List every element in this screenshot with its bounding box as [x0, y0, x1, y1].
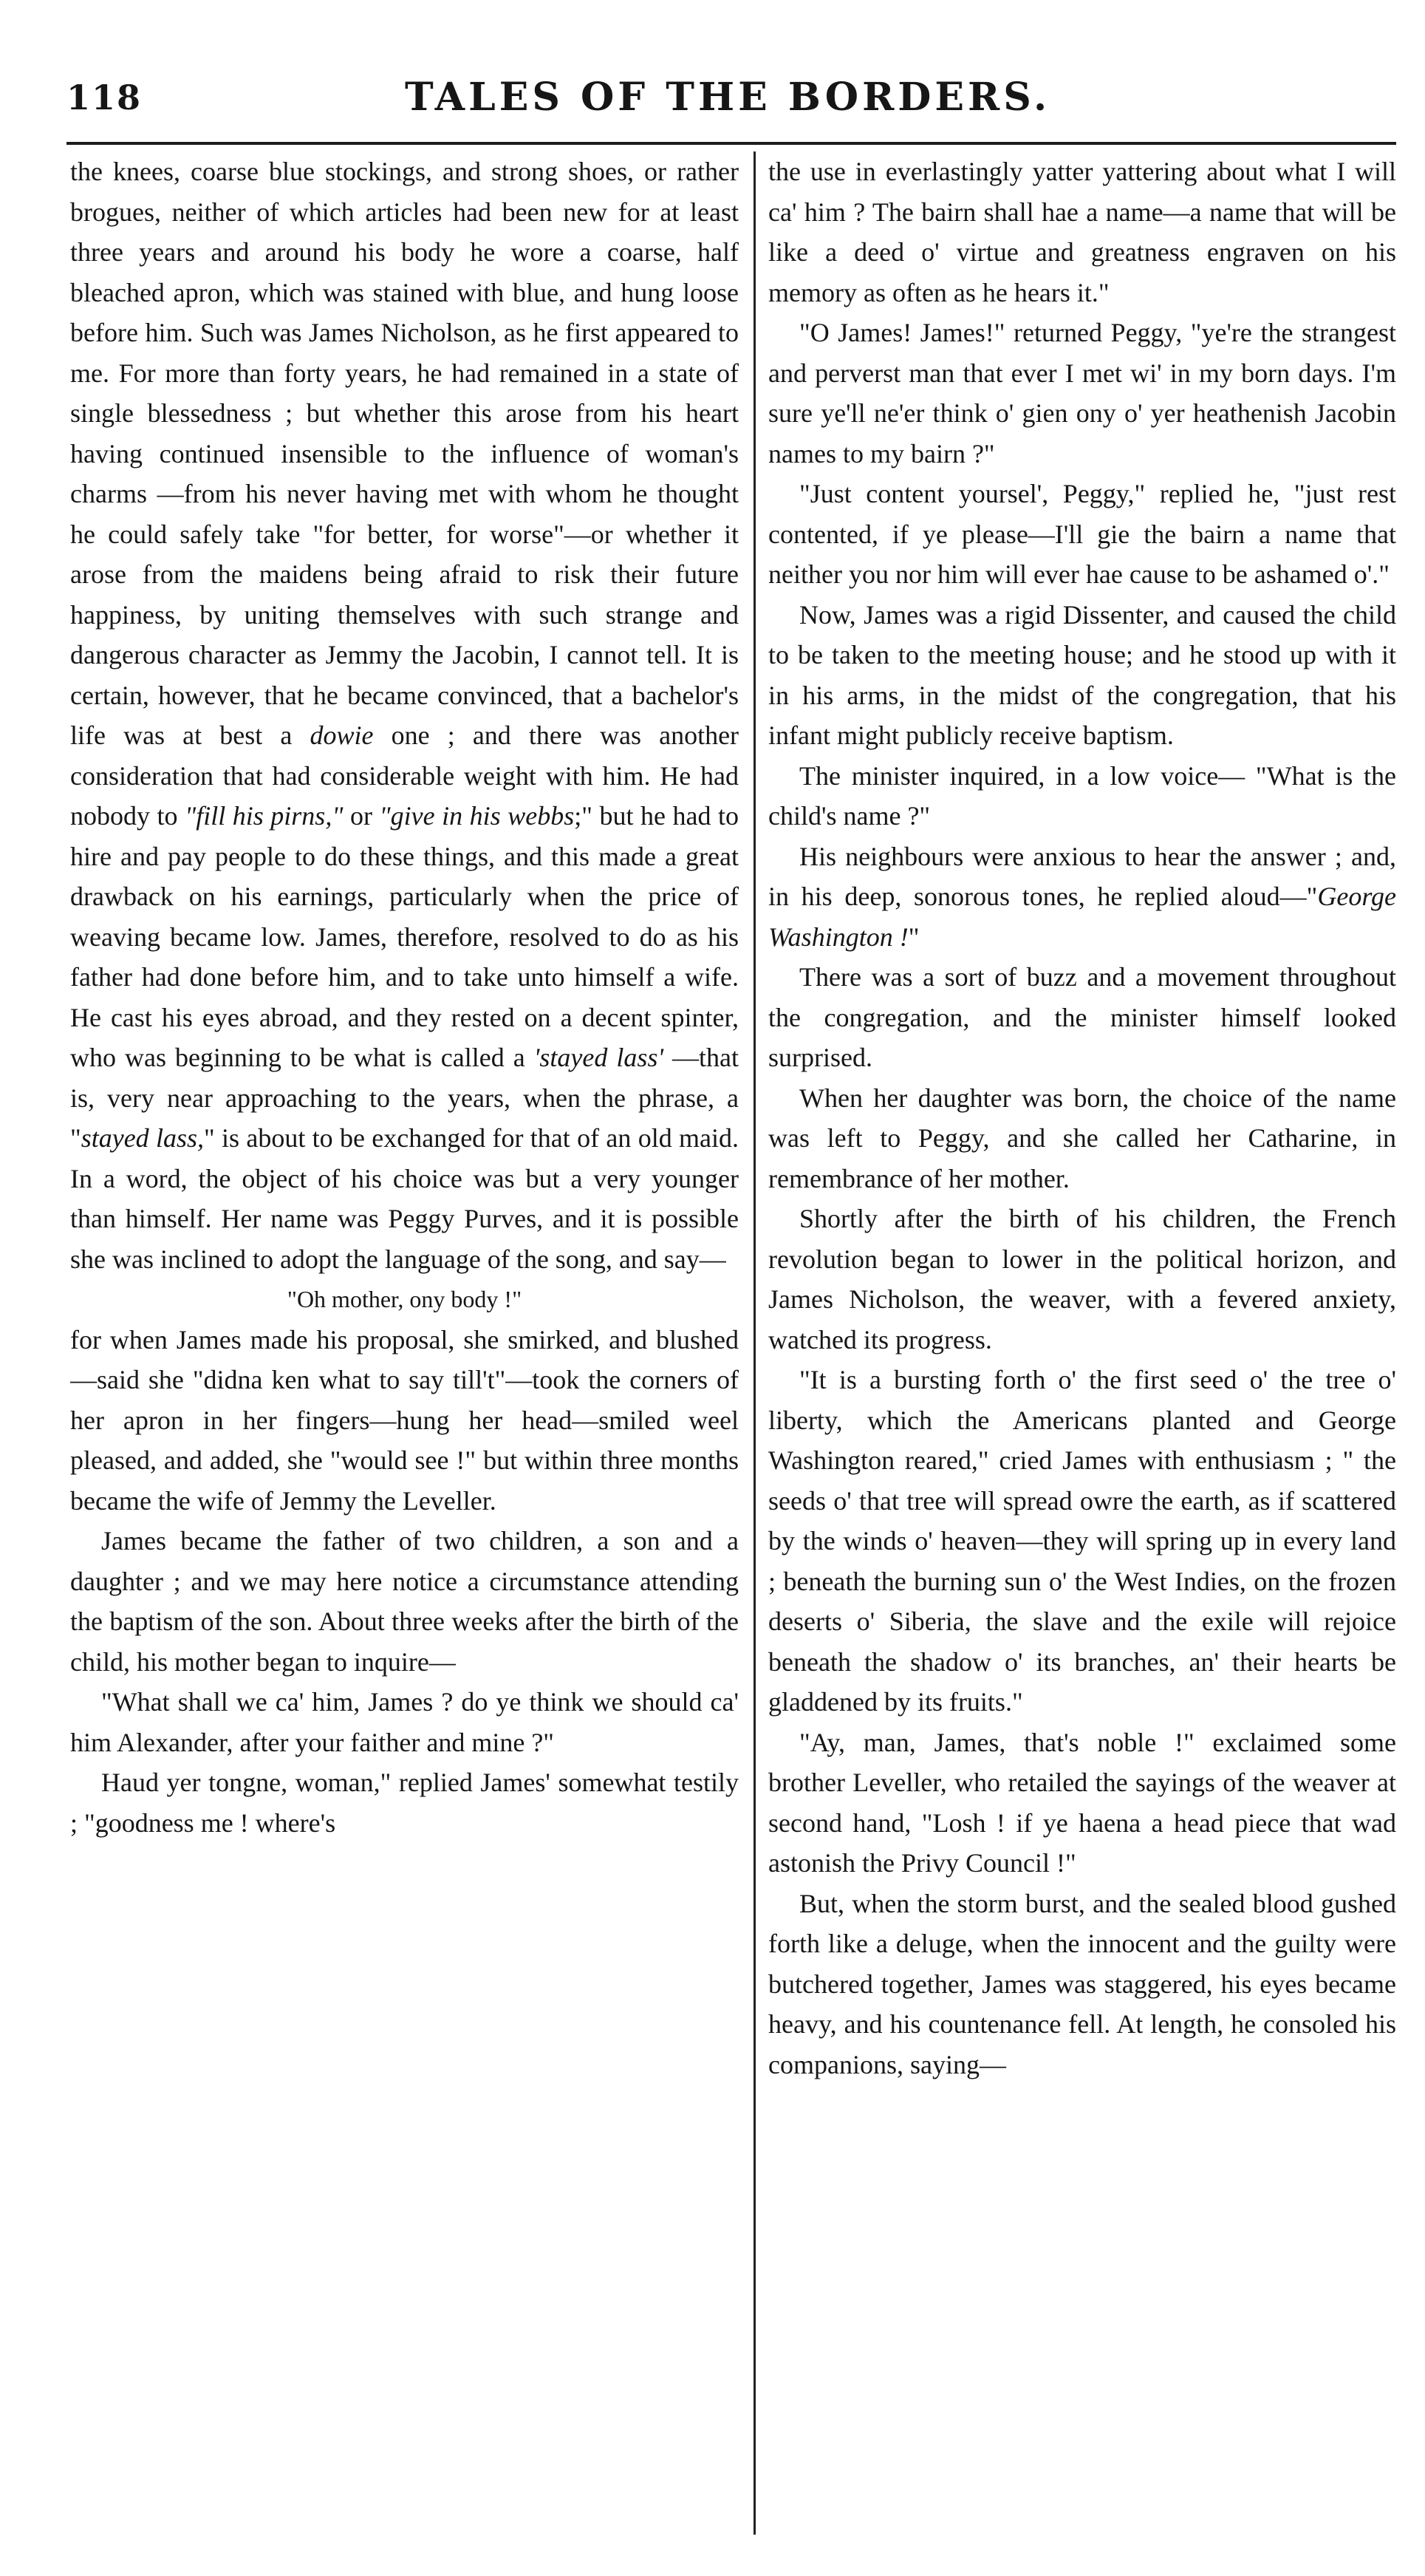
running-title: TALES OF THE BORDERS. [404, 75, 1051, 120]
italic-run: dowie [310, 720, 374, 750]
paragraph: There was a sort of buzz and a movement throughout the congregation, and the minister himself looked surprised. [768, 962, 1396, 1072]
paragraph: When her daughter was born, the choice of the name was left to Peggy, and she called her Catharine, in remembrance of her mother. [768, 1083, 1396, 1193]
header-rule [66, 142, 1396, 145]
paragraph: Shortly after the birth of his children, the French revolution began to lower in the political horizon, and James Nicholson, the weaver, with a fevered anxiety, watched its progress. [768, 1204, 1396, 1355]
italic-run: "fill his pirns," [185, 801, 344, 831]
paragraph: Now, James was a rigid Dissenter, and caused the child to be taken to the meeting house; and he stood up with it in his arms, in the midst of the congregation, that his infant might publicly receive baptism. [768, 599, 1396, 750]
song-verse: "Oh mother, ony body !" [287, 1286, 522, 1312]
text-run: one ; and there was another consideration that had considerable weight with him. He had nobody to [70, 720, 739, 831]
text-run: or [349, 801, 372, 831]
paragraph: Haud yer tongne, woman," replied James' somewhat testily ; "goodness me ! where's [70, 1768, 739, 1838]
text-run: " is about to be exchanged for that of an old maid. In a word, the object of his choice was but a very younger than himself. Her name was Peggy Purves, and it is possible she was inclined to adopt the language of the song, and say— [70, 1123, 739, 1274]
italic-run: "give in his webbs [379, 801, 575, 831]
paragraph [70, 151, 739, 1279]
italic-run: George Washington ! [768, 882, 1396, 952]
paragraph: "It is a bursting forth o' the first seed o' the tree o' liberty, which the Americans planted and George Washington reared," cried James with enthusiasm ; " the seeds o' that tree will spread owre the earth, as if scattered by the winds o' heaven—they will spring up in every land ; beneath the burning sun o' the West Indies, on the frozen deserts o' Siberia, the slave and the exile will rejoice beneath the shadow o' its branches, an' their hearts be gladdened by its fruits." [768, 1365, 1396, 1717]
paragraph: the use in everlastingly yatter yattering about what I will ca' him ? The bairn shall hae a name—a name that will be like a deed o' virtue and greatness engraven on his memory as often as he hears it." [768, 157, 1396, 307]
page-header [66, 63, 1389, 140]
paragraph: for when James made his proposal, she smirked, and blushed—said she "didna ken what to say till't"—took the corners of her apron in her fingers—hung her head—smiled weel pleased, and added, she "would see !" but within three months became the wife of Jemmy the Leveller. [70, 1324, 739, 1516]
paragraph: "Ay, man, James, that's noble !" exclaimed some brother Leveller, who retailed the sayings of the weaver at second hand, "Losh ! if ye haena a head piece that wad astonish the Privy Council !" [768, 1727, 1396, 1878]
italic-run: stayed lass, [81, 1123, 205, 1153]
paragraph [768, 836, 1396, 958]
italic-run: 'stayed lass' [533, 1043, 664, 1072]
paragraph: But, when the storm burst, and the sealed blood gushed forth like a deluge, when the innocent and the guilty were butchered together, James was staggered, his eyes became heavy, and his countenance fell. At length, he consoled his companions, saying— [768, 1888, 1396, 2079]
text-run: ;" but he had to hire and pay people to do these things, and this made a great drawback on his earnings, particularly when the price of weaving became low. James, therefore, resolved to do as his father had done before him, and to take unto himself a wife. He cast his eyes abroad, and they rested on a decent spinter, who was beginning to be what is called a [70, 801, 739, 1072]
right-column [768, 151, 1396, 2546]
page-number: 118 [66, 78, 143, 117]
text-run: " [908, 921, 920, 952]
paragraph: The minister inquired, in a low voice— "What is the child's name ?" [768, 760, 1396, 831]
column-divider [753, 151, 756, 2535]
text-run: —that is, very near approaching to the years, when the phrase, a " [70, 1043, 739, 1153]
paragraph: James became the father of two children, a son and a daughter ; and we may here notice a circumstance attending the baptism of the son. About three weeks after the birth of the child, his mother began to inquire— [70, 1526, 739, 1677]
text-run: His neighbours were anxious to hear the answer ; and, in his deep, sonorous tones, he replied aloud—" [768, 841, 1396, 911]
paragraph: "Just content yoursel', Peggy," replied he, "just rest contented, if ye please—I'll gie the bairn a name that neither you nor him will ever hae cause to be ashamed o'." [768, 479, 1396, 589]
paragraph: "O James! James!" returned Peggy, "ye're the strangest and perverst man that ever I met wi' in my born days. I'm sure ye'll ne'er think o' gien ony o' yer heathenish Jacobin names to my bairn ?" [768, 318, 1396, 468]
left-column [70, 151, 739, 2546]
paragraph: "What shall we ca' him, James ? do ye think we should ca' him Alexander, after your faither and mine ?" [70, 1687, 739, 1757]
text-run: the knees, coarse blue stockings, and strong shoes, or rather brogues, neither of which articles had been new for at least three years and around his body he wore a coarse, half bleached apron, which was stained with blue, and hung loose before him. Such was James Nicholson, as he first appeared to me. For more than forty years, he had remained in a state of single blessedness ; but whether this arose from his heart having continued insensible to the influence of woman's charms —from his never having met with whom he thought he could safely take "for better, for worse"—or whether it arose from the maidens being afraid to risk their future happiness, by uniting themselves with such strange and dangerous character as Jemmy the Jacobin, I cannot tell. It is certain, however, that he became convinced, that a bachelor's life was at best a [70, 157, 739, 750]
